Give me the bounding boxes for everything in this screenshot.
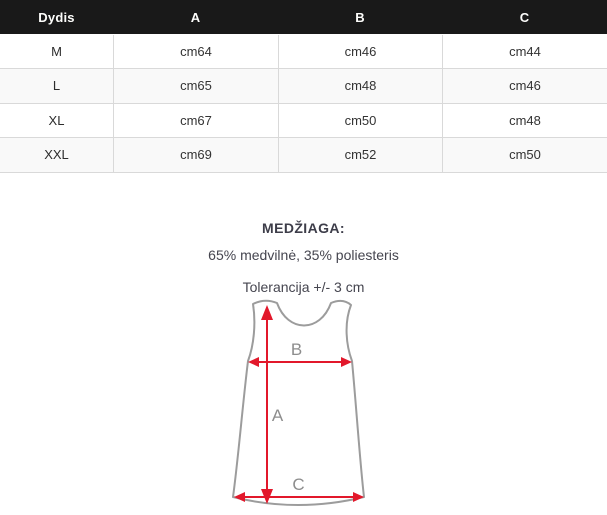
value-cell: cm46	[278, 35, 442, 70]
value-cell: cm44	[442, 35, 607, 70]
column-header-c: C	[442, 0, 607, 34]
value-cell: cm48	[278, 69, 442, 104]
material-composition: 65% medvilnė, 35% poliesteris	[208, 247, 399, 263]
measure-arrow-a	[261, 305, 273, 504]
column-header-a: A	[113, 0, 278, 34]
value-cell: cm52	[278, 138, 442, 173]
value-cell: cm46	[442, 69, 607, 104]
value-cell: cm69	[113, 138, 278, 173]
material-title: MEDŽIAGA:	[262, 220, 345, 236]
value-cell: cm50	[442, 138, 607, 173]
size-cell: L	[0, 69, 113, 104]
column-header-size: Dydis	[0, 0, 113, 34]
dim-label-b: B	[290, 340, 304, 359]
value-cell: cm50	[278, 104, 442, 139]
material-info	[0, 220, 607, 295]
size-table	[0, 0, 607, 173]
value-cell: cm65	[113, 69, 278, 104]
tolerance-note: Tolerancija +/- 3 cm	[242, 279, 365, 295]
value-cell: cm48	[442, 104, 607, 139]
size-cell: XXL	[0, 138, 113, 173]
dim-label-a: A	[271, 406, 285, 425]
value-cell: cm64	[113, 35, 278, 70]
garment-measurement-diagram	[200, 293, 410, 515]
dim-label-c: C	[292, 475, 306, 494]
size-cell: XL	[0, 104, 113, 139]
column-header-b: B	[278, 0, 442, 34]
size-cell: M	[0, 35, 113, 70]
value-cell: cm67	[113, 104, 278, 139]
